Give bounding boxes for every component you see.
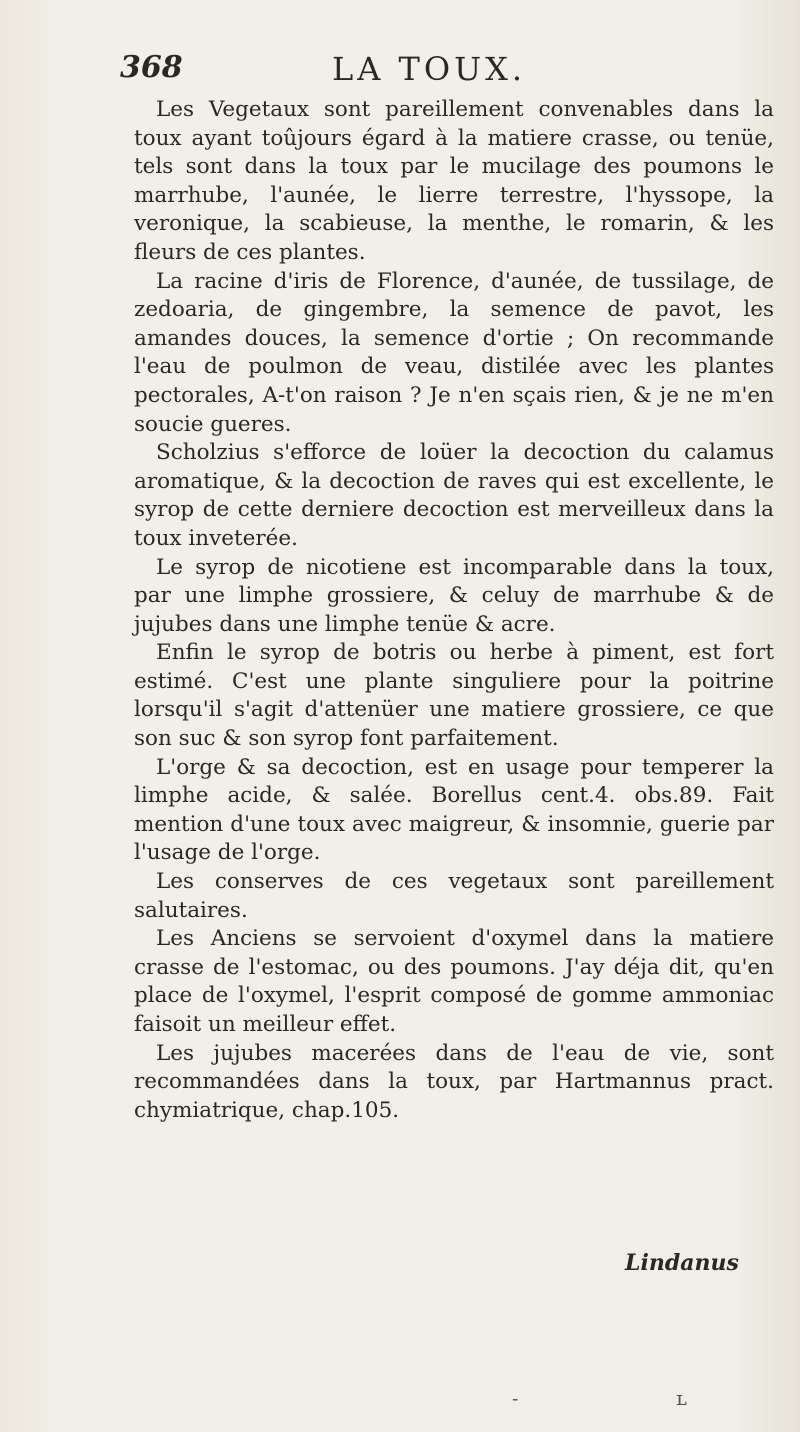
page-number: 368 <box>120 50 183 85</box>
ink-mark: ʟ <box>676 1386 687 1410</box>
running-title: LA TOUX. <box>332 50 527 88</box>
paragraph: Les conserves de ces vegetaux sont pareillement salutaires. <box>134 869 774 923</box>
paragraph: Scholzius s'efforce de loüer la decoction du calamus aromatique, & la decoction de raves qui est excellente, le syrop de cette derniere decoction est merveilleux dans la toux inveterée. <box>134 440 774 551</box>
page-header <box>120 50 780 96</box>
paragraph: Enfin le syrop de botris ou herbe à piment, est fort estimé. C'est une plante singuliere pour la poitrine lorsqu'il s'agit d'attenüer une matiere grossiere, ce que son suc & son syrop font parfaitement. <box>134 640 774 752</box>
page-body <box>134 96 774 1125</box>
paragraph: Les jujubes macerées dans de l'eau de vie, sont recommandées dans la toux, par Hartmannus pract. chymiatrique, chap.105. <box>134 1040 774 1123</box>
paragraph: L'orge & sa decoction, est en usage pour temperer la limphe acide, & salée. Borellus cent.4. obs.89. Fait mention d'une toux avec maigreur, & insomnie, guerie par l'usage de l'orge. <box>134 754 774 866</box>
paragraph: Les Anciens se servoient d'oxymel dans la matiere crasse de l'estomac, ou des poumons. J'ay déja dit, qu'en place de l'oxymel, l'esprit composé de gomme ammoniac faisoit un meilleur effet. <box>134 926 774 1037</box>
paragraph: La racine d'iris de Florence, d'aunée, de tussilage, de zedoaria, de gingembre, la semence de pavot, les amandes douces, la semence d'ortie ; On recommande l'eau de poulmon de veau, distilée avec les plantes pectorales, A-t'on raison ? Je n'en sçais rien, & je ne m'en soucie gueres. <box>134 268 774 437</box>
catchword: Lindanus <box>625 1250 739 1276</box>
paragraph: Le syrop de nicotiene est incomparable dans la toux, par une limphe grossiere, & celuy de marrhube & de jujubes dans une limphe tenüe & acre. <box>134 554 774 637</box>
paragraph: Les Vegetaux sont pareillement convenables dans la toux ayant toûjours égard à la matiere crasse, ou tenüe, tels sont dans la toux par le mucilage des poumons le marrhube, l'aunée, le lierre terrestre, l'hyssope, la veronique, la scabieuse, la menthe, le romarin, & les fleurs de ces plantes. <box>134 97 774 265</box>
ink-mark: ˗ <box>512 1386 519 1410</box>
